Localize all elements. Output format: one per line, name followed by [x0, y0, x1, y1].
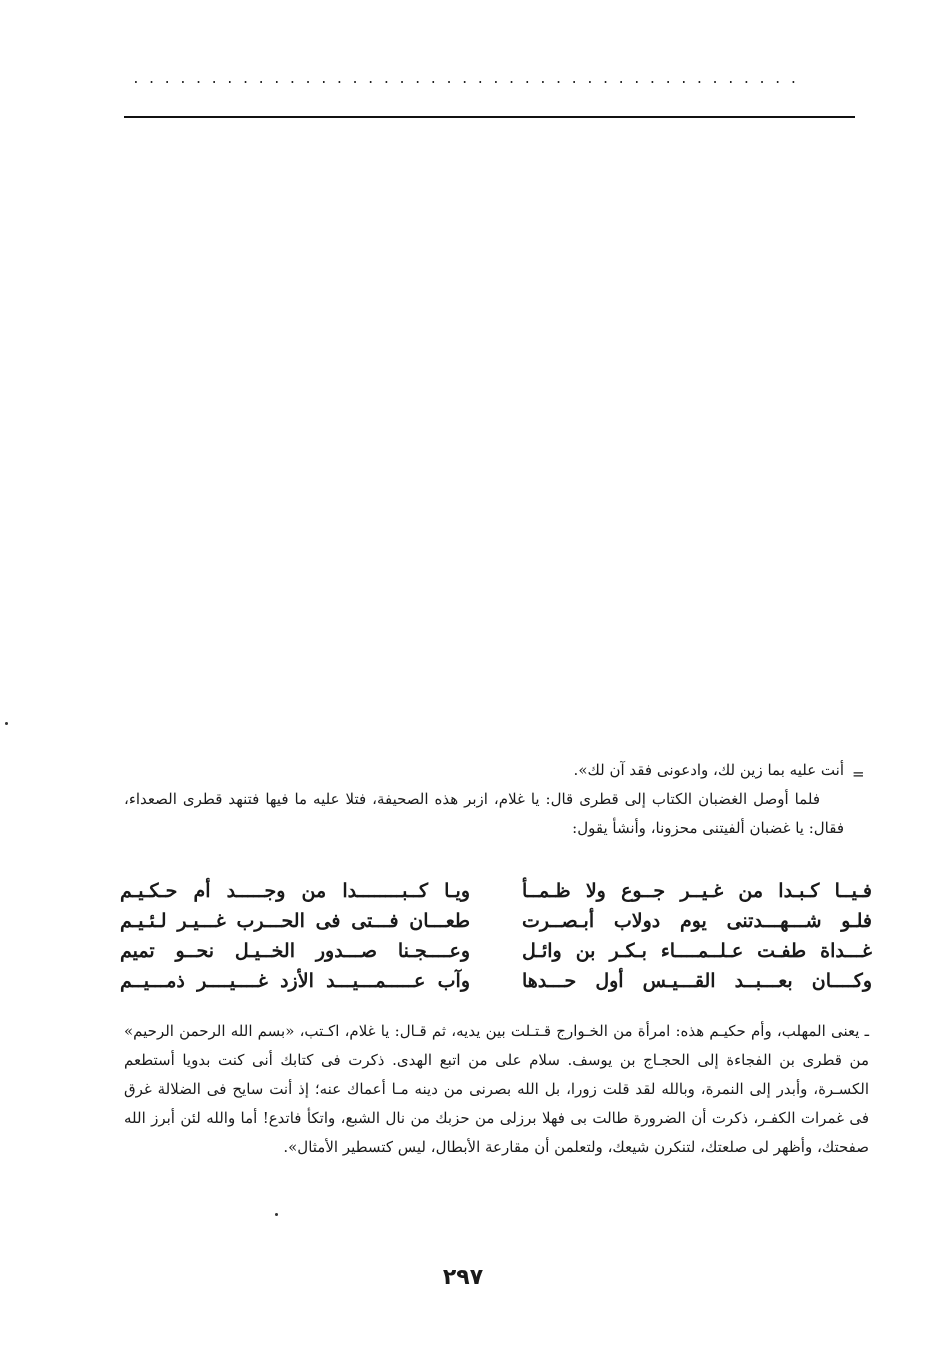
- intro-line: أنت عليه بما زين لك، وادعونى فقد آن لك».: [573, 761, 844, 779]
- page-number: ٢٩٧: [442, 1265, 484, 1290]
- footnote-continuation-mark: =: [852, 765, 865, 783]
- verse-second-hemistich: ويـا كــبــــــــدا من وجـــــد أم حـكـيـم: [120, 880, 470, 902]
- intro-text: [124, 756, 844, 843]
- verse-first-hemistich: فلـو شـــهـــدتنى يوم دولاب أبـصــرت: [522, 910, 872, 932]
- poem: [120, 876, 872, 996]
- verse-first-hemistich: وكــــان بعـــبــد القـــيـس أول حـــدها: [522, 970, 872, 992]
- verse-first-hemistich: غـــداة طفـت عـلــمــــاء بـكـر بن وائـل: [522, 940, 872, 962]
- dot-leader: . . . . . . . . . . . . . . . . . . . . . . . . . . . . . . . . . . . . . . . . . . .: [132, 72, 798, 87]
- poem-verse: [120, 936, 872, 966]
- poem-verse: [120, 876, 872, 906]
- commentary-paragraph: [124, 1017, 869, 1162]
- verse-second-hemistich: وآب عـــــمـــيـــد الأزد غــــيــــر ذمـــيــم: [120, 970, 470, 992]
- header-rule: [124, 116, 855, 118]
- scan-speck: [5, 722, 8, 725]
- scan-speck: [275, 1213, 278, 1216]
- verse-second-hemistich: طعـــان فـــتى فى الحـــرب غـــيـر لـئـيـم: [120, 910, 470, 932]
- commentary-text: ـ يعنى المهلب، وأم حكيـم هذه: امرأة من الخـوارج قـتـلت بين يديه، ثم قـال: يا غلام، اكـتب، «بسم الله الرحمن الرحيم» من قطرى بن الفجاءة إلى الحجـاج بن يوسف. سلام على من اتبع الهدى. ذكرت فى كتابك أنى كنت بدويا أستطعم الكسـرة، وأبدر إلى النمرة، وبالله لقد قلت زورا، بل الله بصرنى من دينه مـا أعماك عنه؛ إذ أنت سايح فى الضلالة غرق فى غمرات الكفـر، ذكرت أن الضرورة طالت بى فهلا برزلى من حزبك من نال الشبع، واتكأ فاتدع! أما والله لئن أبرز الله صفحتك، وأظهر لى صلعتك، لتنكرن شيعك، ولتعلمن أن مقارعة الأبطال، ليس كتسطير الأمثال».: [124, 1022, 869, 1156]
- intro-paragraph: فلما أوصل الغضبان الكتاب إلى قطرى قال: يا غلام، ازبر هذه الصحيفة، فتلا عليه ما فيها فتنهد قطرى الصعداء، فقال: يا غضبان ألفيتنى محزونا، وأنشأ يقول:: [124, 790, 844, 837]
- poem-verse: [120, 966, 872, 996]
- poem-verse: [120, 906, 872, 936]
- verse-second-hemistich: وعــــجـنا صـــدور الخــيـل نحــو تميم: [120, 940, 470, 962]
- verse-first-hemistich: فـيــا كـبـدا من غـيــر جــوع ولا ظـمــأ: [522, 880, 872, 902]
